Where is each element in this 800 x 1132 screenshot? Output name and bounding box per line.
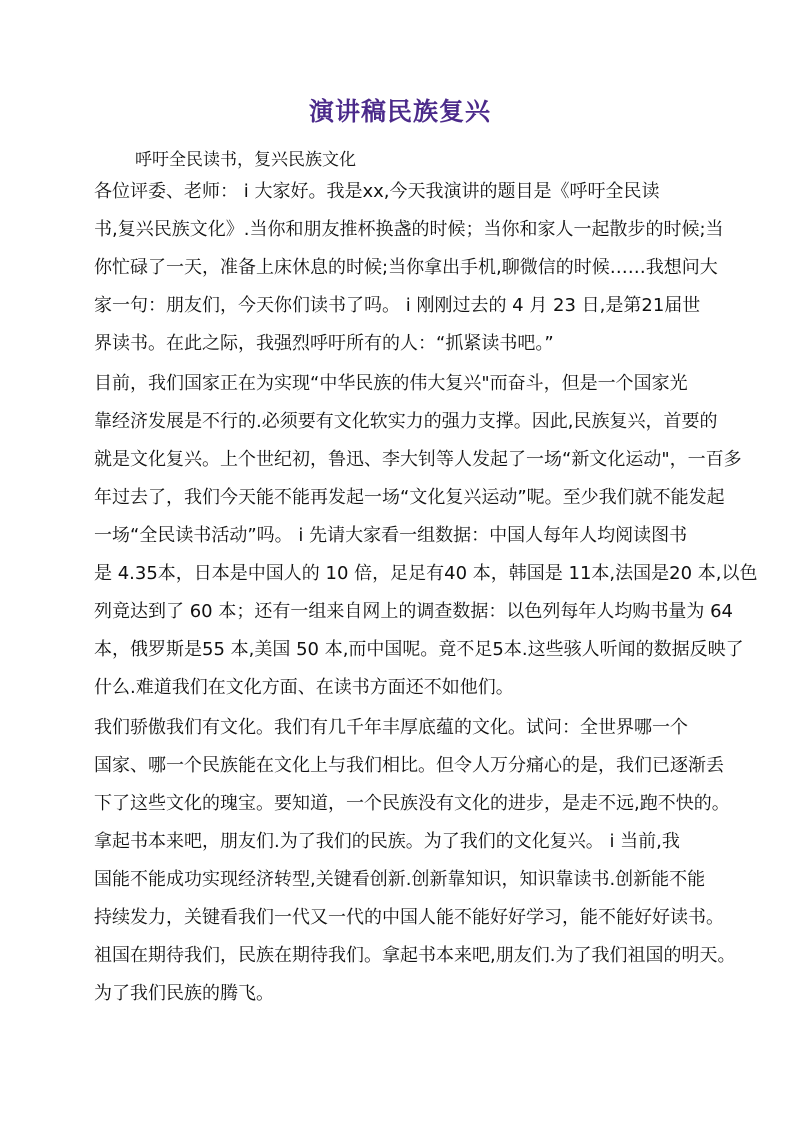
paragraph-line: 为了我们民族的腾飞。 [94,983,274,1004]
paragraph-line: 就是文化复兴。上个世纪初，鲁迅、李大钊等人发起了一场“新文化运动"，一百多 [94,449,742,470]
paragraph-line: 列竟达到了 60 本；还有一组来自网上的调查数据：以色列每年人均购书量为 64 [94,601,733,622]
paragraph-line: 你忙碌了一天，准备上床休息的时候;当你拿出手机,聊微信的时候……我想问大 [94,257,718,278]
paragraph-line: 下了这些文化的瑰宝。要知道，一个民族没有文化的进步，是走不远,跑不快的。 [94,793,730,814]
paragraph-line: 家一句：朋友们，今天你们读书了吗。 ⅰ 刚刚过去的 4 月 23 日,是第21届世 [94,295,701,316]
paragraph-line: 界读书。在此之际，我强烈呼吁所有的人：“抓紧读书吧。” [94,333,554,354]
paragraph-line: 国能不能成功实现经济转型,关键看创新.创新靠知识，知识靠读书.创新能不能 [94,869,706,890]
paragraph-line: 国家、哪一个民族能在文化上与我们相比。但令人万分痛心的是，我们已逐渐丢 [94,755,724,776]
paragraph-line: 持续发力，关键看我们一代又一代的中国人能不能好好学习，能不能好好读书。 [94,907,724,928]
paragraph-line: 什么.难道我们在文化方面、在读书方面还不如他们。 [94,677,514,698]
paragraph-line: 一场“全民读书活动”吗。 ⅰ 先请大家看一组数据：中国人每年人均阅读图书 [94,525,688,546]
paragraph-line: 拿起书本来吧，朋友们.为了我们的民族。为了我们的文化复兴。 ⅰ 当前,我 [94,831,680,852]
paragraph-line: 我们骄傲我们有文化。我们有几千年丰厚底蕴的文化。试问：全世界哪一个 [94,717,688,738]
paragraph-line: 书,复兴民族文化》.当你和朋友推杯换盏的时候；当你和家人一起散步的时候;当 [94,219,724,240]
paragraph-line: 各位评委、老师： ⅰ 大家好。我是xx,今天我演讲的题目是《呼吁全民读 [94,181,660,202]
paragraph-line: 祖国在期待我们，民族在期待我们。拿起书本来吧,朋友们.为了我们祖国的明天。 [94,945,736,966]
document-subtitle: 呼吁全民读书，复兴民族文化 [135,150,356,170]
paragraph-line: 本，俄罗斯是55 本,美国 50 本,而中国呢。竟不足5本.这些骇人听闻的数据反映了 [94,639,744,660]
document-title: 演讲稿民族复兴 [308,97,491,126]
paragraph-line: 年过去了，我们今天能不能再发起一场“文化复兴运动”呢。至少我们就不能发起 [94,487,725,508]
paragraph-line: 目前，我们国家正在为实现“中华民族的伟大复兴"而奋斗，但是一个国家光 [94,373,688,394]
paragraph-line: 是 4.35本，日本是中国人的 10 倍，足足有40 本，韩国是 11本,法国是20 本,以色 [94,563,758,584]
paragraph-line: 靠经济发展是不行的.必须要有文化软实力的强力支撑。因此,民族复兴，首要的 [94,411,718,432]
